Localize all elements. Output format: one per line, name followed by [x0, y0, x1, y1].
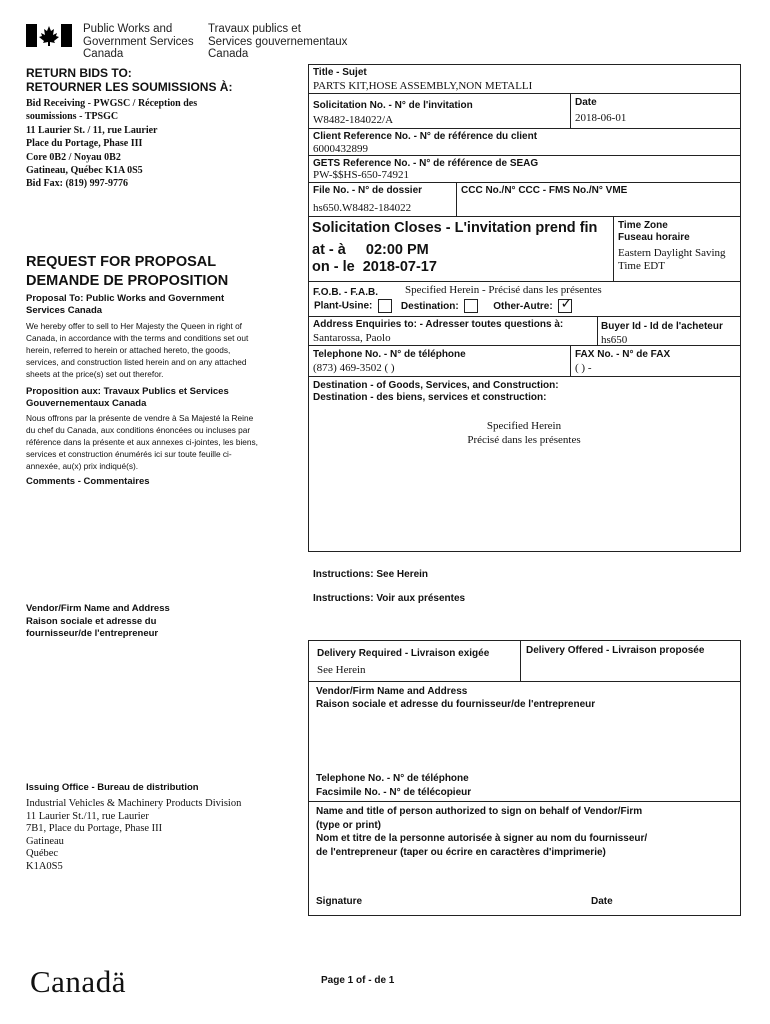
signer-label-line: Name and title of person authorized to sign on behalf of Vendor/Firm	[316, 806, 643, 817]
buyer-id-value: hs650	[601, 334, 628, 346]
delivery-required-value: See Herein	[317, 664, 366, 676]
time-zone-value-line: Time EDT	[618, 260, 665, 272]
vendor-firm-field[interactable]	[312, 714, 736, 766]
vendor-firm-label-line: Raison sociale et adresse du fournisseur/de l'entrepreneur	[316, 699, 596, 710]
closing-time-row	[312, 242, 429, 258]
comments-label: Comments - Commentaires	[26, 476, 150, 487]
dept-en-line: Canada	[83, 48, 124, 60]
department-name-en	[83, 23, 194, 61]
dept-en-line: Government Services	[83, 35, 194, 48]
rule	[308, 281, 740, 282]
solicitation-label: Solicitation No. - N° de l'invitation	[313, 100, 473, 111]
at-label: at - à	[312, 242, 346, 258]
destination-value-line: Specified Herein	[486, 420, 562, 432]
return-bids-fr: RETOURNER LES SOUMISSIONS À:	[26, 80, 233, 94]
address-line: Core 0B2 / Noyau 0B2	[26, 151, 121, 163]
department-name-fr	[208, 23, 347, 61]
dept-fr-line: Canada	[208, 48, 249, 60]
rule	[308, 93, 740, 94]
fax-value: ( ) -	[575, 362, 592, 374]
rule	[308, 801, 740, 802]
vendor-phone-fax-label	[316, 772, 471, 799]
rfp-fr: DEMANDE DE PROPOSITION	[26, 273, 229, 289]
return-bids-en: RETURN BIDS TO:	[26, 66, 132, 80]
solicitation-closes-heading: Solicitation Closes - L'invitation prend fin	[312, 220, 598, 236]
vendor-label-line: Vendor/Firm Name and Address	[26, 603, 170, 614]
enquiries-label: Address Enquiries to: - Adresser toutes questions à:	[313, 319, 564, 330]
issuing-office-address	[26, 798, 241, 874]
signer-label-line: (type or print)	[316, 819, 381, 831]
vendor-phone-label: Telephone No. - N° de téléphone	[316, 773, 469, 784]
rfp-heading	[26, 253, 228, 291]
destination-option-label: Destination:	[400, 300, 459, 312]
destination-label-line: Destination - des biens, services et construction:	[313, 392, 547, 403]
rule	[308, 345, 740, 346]
delivery-required-label: Delivery Required - Livraison exigée	[317, 648, 490, 659]
vendor-fax-label: Facsimile No. - N° de télécopieur	[316, 786, 472, 798]
on-label: on - le	[312, 259, 355, 275]
vendor-firm-label-left	[26, 603, 170, 641]
authorized-signer-label	[316, 805, 647, 859]
fob-label: F.O.B. - F.A.B.	[313, 287, 378, 298]
authorized-signer-field[interactable]	[312, 864, 736, 890]
rule	[456, 182, 457, 216]
issuing-office-label: Issuing Office - Bureau de distribution	[26, 782, 199, 793]
address-line: 11 Laurier St. / 11, rue Laurier	[26, 124, 158, 136]
issuing-address-line: 7B1, Place du Portage, Phase III	[26, 823, 163, 835]
issuing-address-line: Gatineau	[26, 835, 64, 847]
vendor-firm-label-line: Vendor/Firm Name and Address	[316, 686, 468, 697]
closing-date-value: 2018-07-17	[362, 259, 437, 275]
proposal-to-heading: Proposal To: Public Works and Government Services Canada	[26, 293, 225, 316]
date-label: Date	[575, 97, 597, 108]
rule	[308, 316, 740, 317]
vendor-firm-label	[316, 685, 595, 711]
client-reference-label: Client Reference No. - N° de référence du client	[313, 131, 538, 142]
flag-icon	[26, 24, 72, 47]
client-reference-value: 6000432899	[313, 143, 368, 155]
title-value: PARTS KIT,HOSE ASSEMBLY,NON METALLI	[313, 80, 533, 92]
enquiries-value: Santarossa, Paolo	[313, 332, 391, 344]
ccc-number-label: CCC No./N° CCC - FMS No./N° VME	[461, 185, 628, 196]
plant-label: Plant-Usine:	[314, 300, 373, 312]
check-icon: ✓	[560, 296, 573, 312]
dept-fr-line: Travaux publics et	[208, 23, 301, 35]
delivery-offered-label: Delivery Offered - Livraison proposée	[526, 645, 705, 656]
plant-checkbox[interactable]	[378, 299, 392, 313]
proposition-heading: Proposition aux: Travaux Publics et Services Gouvernementaux Canada	[26, 386, 229, 409]
issuing-address-line: K1A0S5	[26, 860, 63, 872]
closing-date-row	[312, 259, 437, 275]
rule	[613, 216, 614, 281]
fob-options-row	[314, 296, 573, 313]
file-number-value: hs650.W8482-184022	[313, 202, 412, 214]
proposal-to-text: We hereby offer to sell to Her Majesty the Queen in right of Canada, in accordance with the terms and conditions set out herein, referred to herein or attached hereto, the goods, services, and construction listed herein and on any attached sheets at the price(s) set out therefor.	[26, 321, 249, 380]
signer-label-line: de l'entrepreneur (taper ou écrire en caractères d'imprimerie)	[316, 846, 606, 858]
vendor-label-line: Raison sociale et adresse du	[26, 615, 157, 627]
instructions-fr: Instructions: Voir aux présentes	[313, 593, 466, 604]
fob-value: Specified Herein - Précisé dans les présentes	[405, 284, 602, 296]
instructions-en: Instructions: See Herein	[313, 569, 429, 580]
signature-date-label: Date	[591, 896, 613, 907]
rule	[308, 376, 740, 377]
address-line: Place du Portage, Phase III	[26, 138, 143, 150]
rule	[520, 640, 521, 681]
bid-receiving-address	[26, 97, 197, 191]
time-zone-label-line: Time Zone	[618, 220, 668, 231]
other-label: Other-Autre:	[493, 300, 553, 312]
time-zone-label-line: Fuseau horaire	[618, 232, 690, 243]
other-checkbox[interactable]	[558, 296, 573, 313]
destination-value-line: Précisé dans les présentes	[467, 434, 581, 446]
buyer-id-label: Buyer Id - Id de l'acheteur	[601, 321, 723, 332]
proposition-text: Nous offrons par la présente de vendre à Sa Majesté la Reine du chef du Canada, aux conditions énoncées ou incluses par référence dans la présente et aux annexes ci-jointes, les biens, services et construction énumérés ici sur toute feuille ci-annexée, au(x) prix indiqué(s).	[26, 413, 258, 472]
dept-en-line: Public Works and	[83, 23, 173, 35]
gets-reference-label: GETS Reference No. - N° de référence de SEAG	[313, 158, 539, 169]
rule	[597, 316, 598, 345]
time-zone-value-line: Eastern Daylight Saving	[618, 247, 726, 259]
rule	[308, 128, 740, 129]
solicitation-value: W8482-184022/A	[313, 114, 394, 126]
signer-label-line: Nom et titre de la personne autorisée à signer au nom du fournisseur/	[316, 833, 648, 844]
signature-label: Signature	[316, 896, 363, 907]
canada-wordmark: Canadä	[30, 964, 126, 999]
address-line: soumissions - TPSGC	[26, 111, 119, 123]
rule	[570, 345, 571, 376]
address-line: Gatineau, Québec K1A 0S5	[26, 165, 143, 177]
telephone-value: (873) 469-3502 ( )	[313, 362, 395, 374]
rule	[570, 93, 571, 128]
date-value: 2018-06-01	[575, 112, 627, 124]
issuing-address-line: Québec	[26, 848, 59, 860]
destination-label	[313, 380, 559, 404]
time-zone-value	[618, 247, 726, 273]
title-label: Title - Sujet	[313, 67, 367, 78]
return-bids-heading	[26, 66, 232, 94]
address-line: Bid Receiving - PWGSC / Réception des	[26, 98, 198, 109]
issuing-address-line: Industrial Vehicles & Machinery Products Division	[26, 798, 242, 809]
rfp-en: REQUEST FOR PROPOSAL	[26, 254, 217, 270]
address-line: Bid Fax: (819) 997-9776	[26, 178, 128, 190]
dept-fr-line: Services gouvernementaux	[208, 35, 348, 48]
delivery-offered-field[interactable]	[522, 658, 737, 679]
fax-label: FAX No. - N° de FAX	[575, 349, 671, 360]
file-number-label: File No. - N° de dossier	[313, 185, 423, 196]
destination-value	[308, 419, 740, 447]
canada-flag-logo	[26, 24, 72, 47]
closing-time-value: 02:00 PM	[365, 242, 429, 258]
rule	[308, 216, 740, 217]
time-zone-label	[618, 220, 690, 244]
rule	[308, 182, 740, 183]
destination-checkbox[interactable]	[464, 299, 478, 313]
vendor-label-line: fournisseur/de l'entrepreneur	[26, 628, 159, 639]
rule	[308, 681, 740, 682]
destination-label-line: Destination - of Goods, Services, and Construction:	[313, 380, 559, 391]
issuing-address-line: 11 Laurier St./11, rue Laurier	[26, 810, 149, 822]
rule	[308, 155, 740, 156]
page-number: Page 1 of - de 1	[321, 975, 395, 986]
telephone-label: Telephone No. - N° de téléphone	[313, 349, 466, 360]
gets-reference-value: PW-$$HS-650-74921	[313, 169, 409, 181]
